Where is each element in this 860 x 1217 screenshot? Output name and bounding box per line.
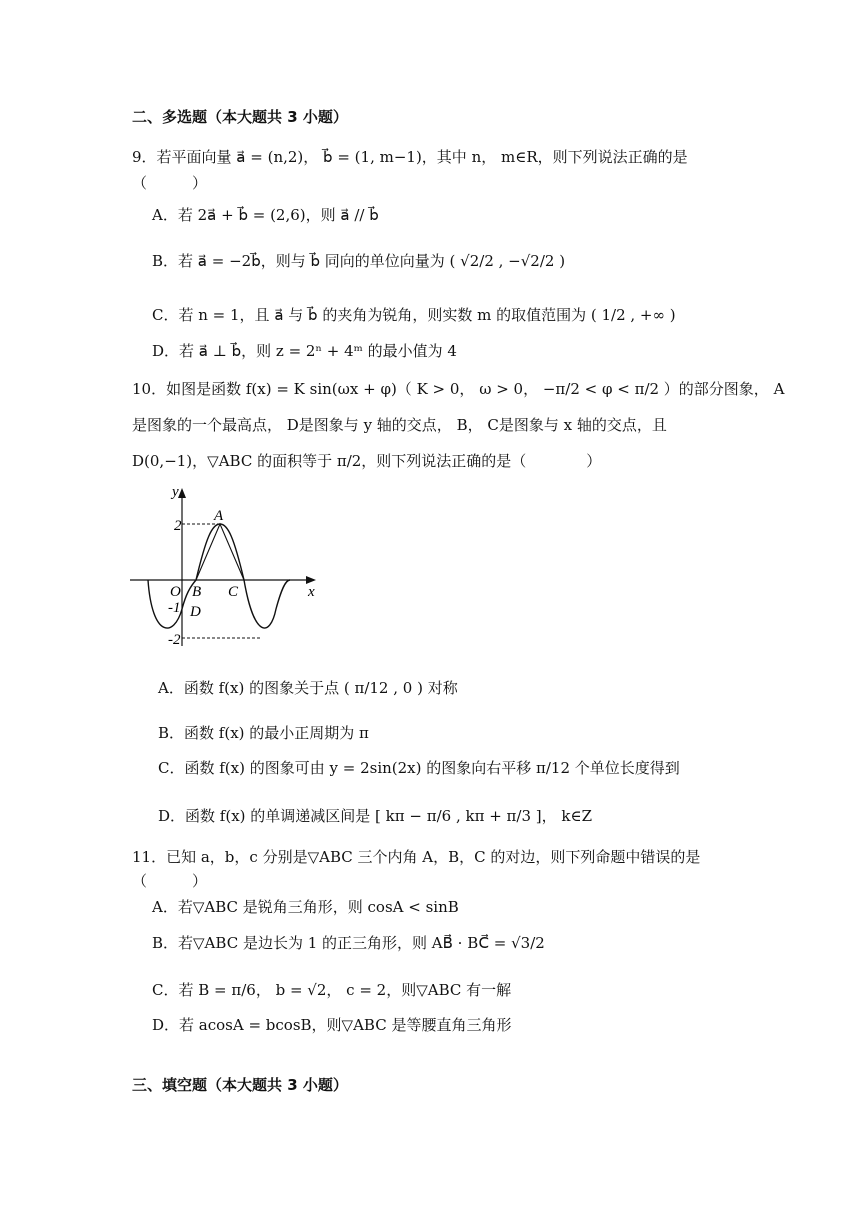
tick-label-2: 2 xyxy=(174,518,182,534)
point-label-c: C xyxy=(228,584,239,600)
point-label-d: D xyxy=(190,604,201,620)
q10-option-a: A．函数 f(x) 的图象关于点 ( π/12 , 0 ) 对称 xyxy=(158,679,458,697)
q9-option-c: C．若 n = 1，且 a⃗ 与 b⃗ 的夹角为锐角，则实数 m 的取值范围为 ( 1/2 , +∞ ) xyxy=(152,306,676,324)
section-title-multi-choice: 二、多选题（本大题共 3 小题） xyxy=(132,108,348,126)
q9-option-d: D．若 a⃗ ⊥ b⃗，则 z = 2ⁿ + 4ᵐ 的最小值为 4 xyxy=(152,342,457,360)
q9-stem: 9．若平面向量 a⃗ = (n,2)， b⃗ = (1, m−1)，其中 n， m∈R，则下列说法正确的是 xyxy=(132,148,688,166)
q10-stem-line-3: D(0,−1)，▽ABC 的面积等于 π/2，则下列说法正确的是（ ） xyxy=(132,452,602,470)
q11-answer-bracket: （ ） xyxy=(132,872,208,890)
y-axis-arrow-icon xyxy=(178,488,186,498)
q9-option-b: B．若 a⃗ = −2b⃗，则与 b⃗ 同向的单位向量为 ( √2/2 , −√2/2 ) xyxy=(152,252,566,270)
q11-option-d: D．若 acosA = bcosB，则▽ABC 是等腰直角三角形 xyxy=(152,1016,512,1034)
q10-option-c: C．函数 f(x) 的图象可由 y = 2sin(2x) 的图象向右平移 π/12 个单位长度得到 xyxy=(158,759,680,777)
q11-stem: 11．已知 a，b，c 分别是▽ABC 三个内角 A，B，C 的对边，则下列命题中错误的是 xyxy=(132,848,701,866)
function-graph xyxy=(126,482,326,656)
function-graph-svg xyxy=(126,482,326,652)
q10-stem-line-1: 10．如图是函数 f(x) = K sin(ωx + φ)（ K > 0， ω > 0， −π/2 < φ < π/2 ）的部分图象， A xyxy=(132,380,785,398)
q10-option-b: B．函数 f(x) 的最小正周期为 π xyxy=(158,724,369,742)
point-label-a: A xyxy=(214,508,224,524)
tick-label-minus-1: -1 xyxy=(168,600,181,616)
q9-option-a: A．若 2a⃗ + b⃗ = (2,6)，则 a⃗ // b⃗ xyxy=(152,206,379,224)
section-title-fill-in: 三、填空题（本大题共 3 小题） xyxy=(132,1076,348,1094)
x-axis-arrow-icon xyxy=(306,576,316,584)
q11-option-c: C．若 B = π/6， b = √2， c = 2，则▽ABC 有一解 xyxy=(152,981,512,999)
q10-stem-line-2: 是图象的一个最高点， D是图象与 y 轴的交点， B， C是图象与 x 轴的交点，且 xyxy=(132,416,667,434)
y-axis-label: y xyxy=(172,484,179,500)
q11-option-b: B．若▽ABC 是边长为 1 的正三角形，则 AB⃗ · BC⃗ = √3/2 xyxy=(152,934,545,952)
q11-option-a: A．若▽ABC 是锐角三角形，则 cosA < sinB xyxy=(152,898,459,916)
tick-label-minus-2: -2 xyxy=(168,632,181,648)
x-axis-label: x xyxy=(308,584,315,600)
point-label-b: B xyxy=(192,584,202,600)
point-label-o: O xyxy=(170,584,181,600)
q10-option-d: D．函数 f(x) 的单调递减区间是 [ kπ − π/6 , kπ + π/3 ]， k∈Z xyxy=(158,807,592,825)
q9-answer-bracket: （ ） xyxy=(132,174,208,192)
